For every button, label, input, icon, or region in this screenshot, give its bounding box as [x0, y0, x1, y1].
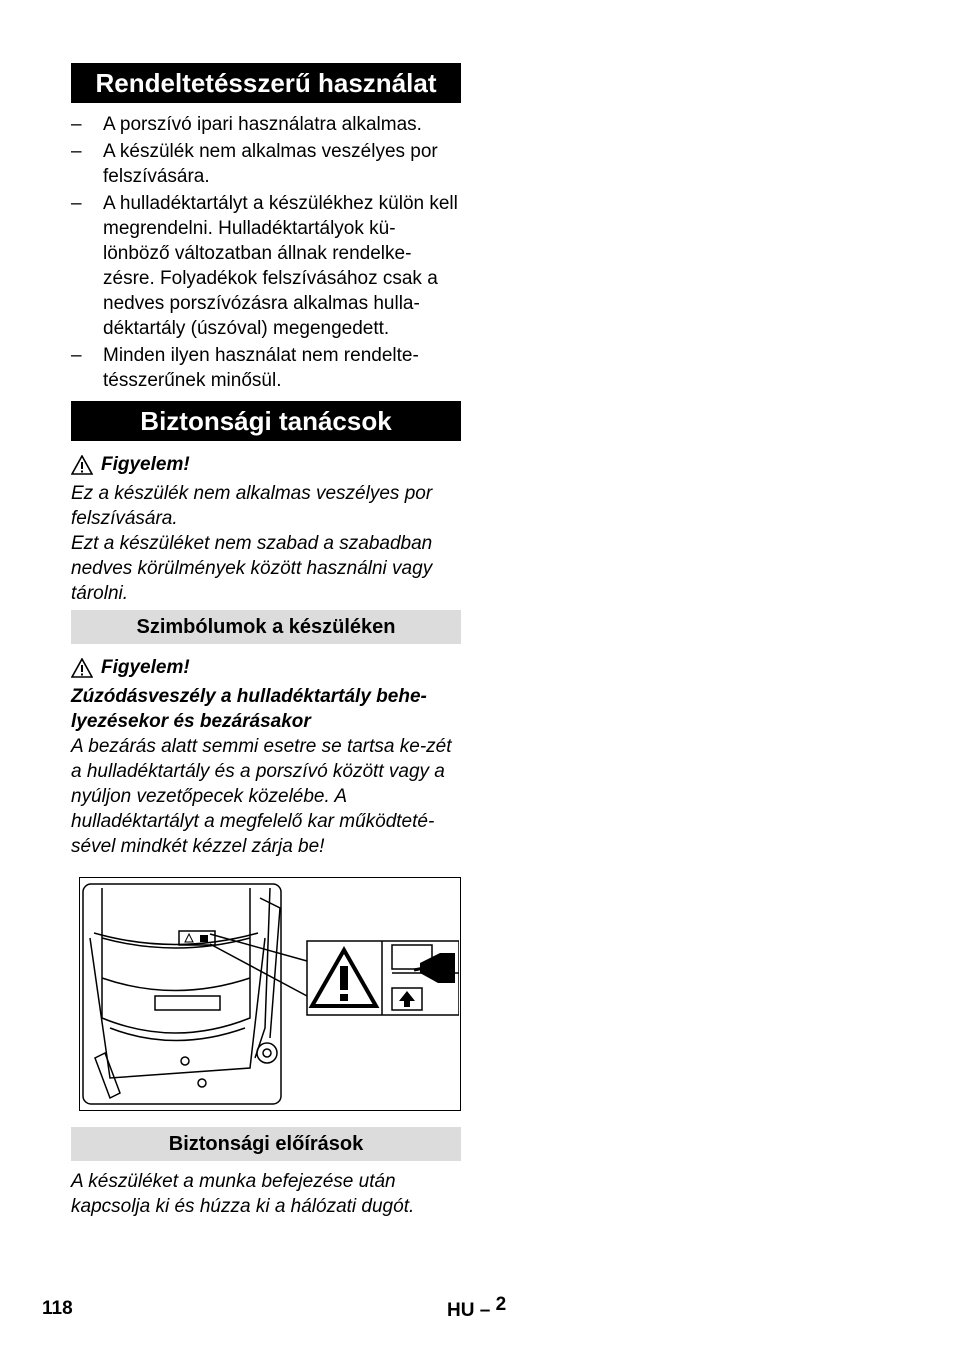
hazard-heading: Zúzódásveszély a hulladéktartály behe-lyezésekor és bezárásakor	[71, 686, 427, 732]
arrow-up-icon	[399, 991, 415, 1007]
footer-lang: HU – 2	[447, 1294, 507, 1321]
section-title: Biztonsági előírások	[71, 1127, 461, 1161]
list-item: – A hulladéktartályt a készülékhez külön kell megrendelni. Hulladéktartályok kü-lönböző változatban állnak rendelke-zésre. Folyadékok felszívásához csak a nedves porszívózásra alkalmas hulla-déktartály (úszóval) megengedett.	[71, 193, 458, 339]
section-safety-rules	[71, 1127, 461, 1219]
symbol-illustration	[79, 877, 461, 1111]
hazard-text: A bezárás alatt semmi esetre se tartsa ke-zét a hulladéktartály és a porszívó között vagy a nyúljon vezetőpecek közelébe. A hulladéktartályt a megfelelő kar működteté-sével mindkét kézzel zárja be!	[71, 736, 452, 857]
page-number: 118	[42, 1298, 73, 1319]
warning-text: Ez a készülék nem alkalmas veszélyes por felszívására.	[71, 483, 433, 529]
sub-page-number: 2	[495, 1294, 507, 1315]
section-title: Szimbólumok a készüléken	[71, 610, 461, 644]
section-title: Biztonsági tanácsok	[71, 401, 461, 441]
list-item: – Minden ilyen használat nem rendelte-tésszerűnek minősül.	[71, 345, 419, 391]
warning-text: Ezt a készüléket nem szabad a szabadban nedves körülmények között használni vagy tárolni.	[71, 533, 433, 604]
list-item: – A porszívó ipari használatra alkalmas.	[71, 114, 422, 135]
warning-triangle-icon	[312, 950, 376, 1006]
warning-triangle-icon	[71, 658, 93, 678]
warning-note: Figyelem!	[71, 655, 461, 680]
list-item: – A készülék nem alkalmas veszélyes por felszívására.	[71, 141, 438, 187]
section-title: Rendeltetésszerű használat	[71, 63, 461, 103]
intended-use-list	[71, 112, 461, 393]
hand-icon	[414, 953, 455, 983]
warning-note: Figyelem!	[71, 452, 461, 477]
section-symbols	[71, 610, 461, 859]
warning-triangle-icon	[71, 455, 93, 475]
safety-rules-text: A készüléket a munka befejezése után kapcsolja ki és húzza ki a hálózati dugót.	[71, 1171, 415, 1217]
section-safety-tips	[71, 401, 461, 606]
vacuum-drawing	[80, 878, 459, 1109]
section-intended-use	[71, 63, 461, 395]
